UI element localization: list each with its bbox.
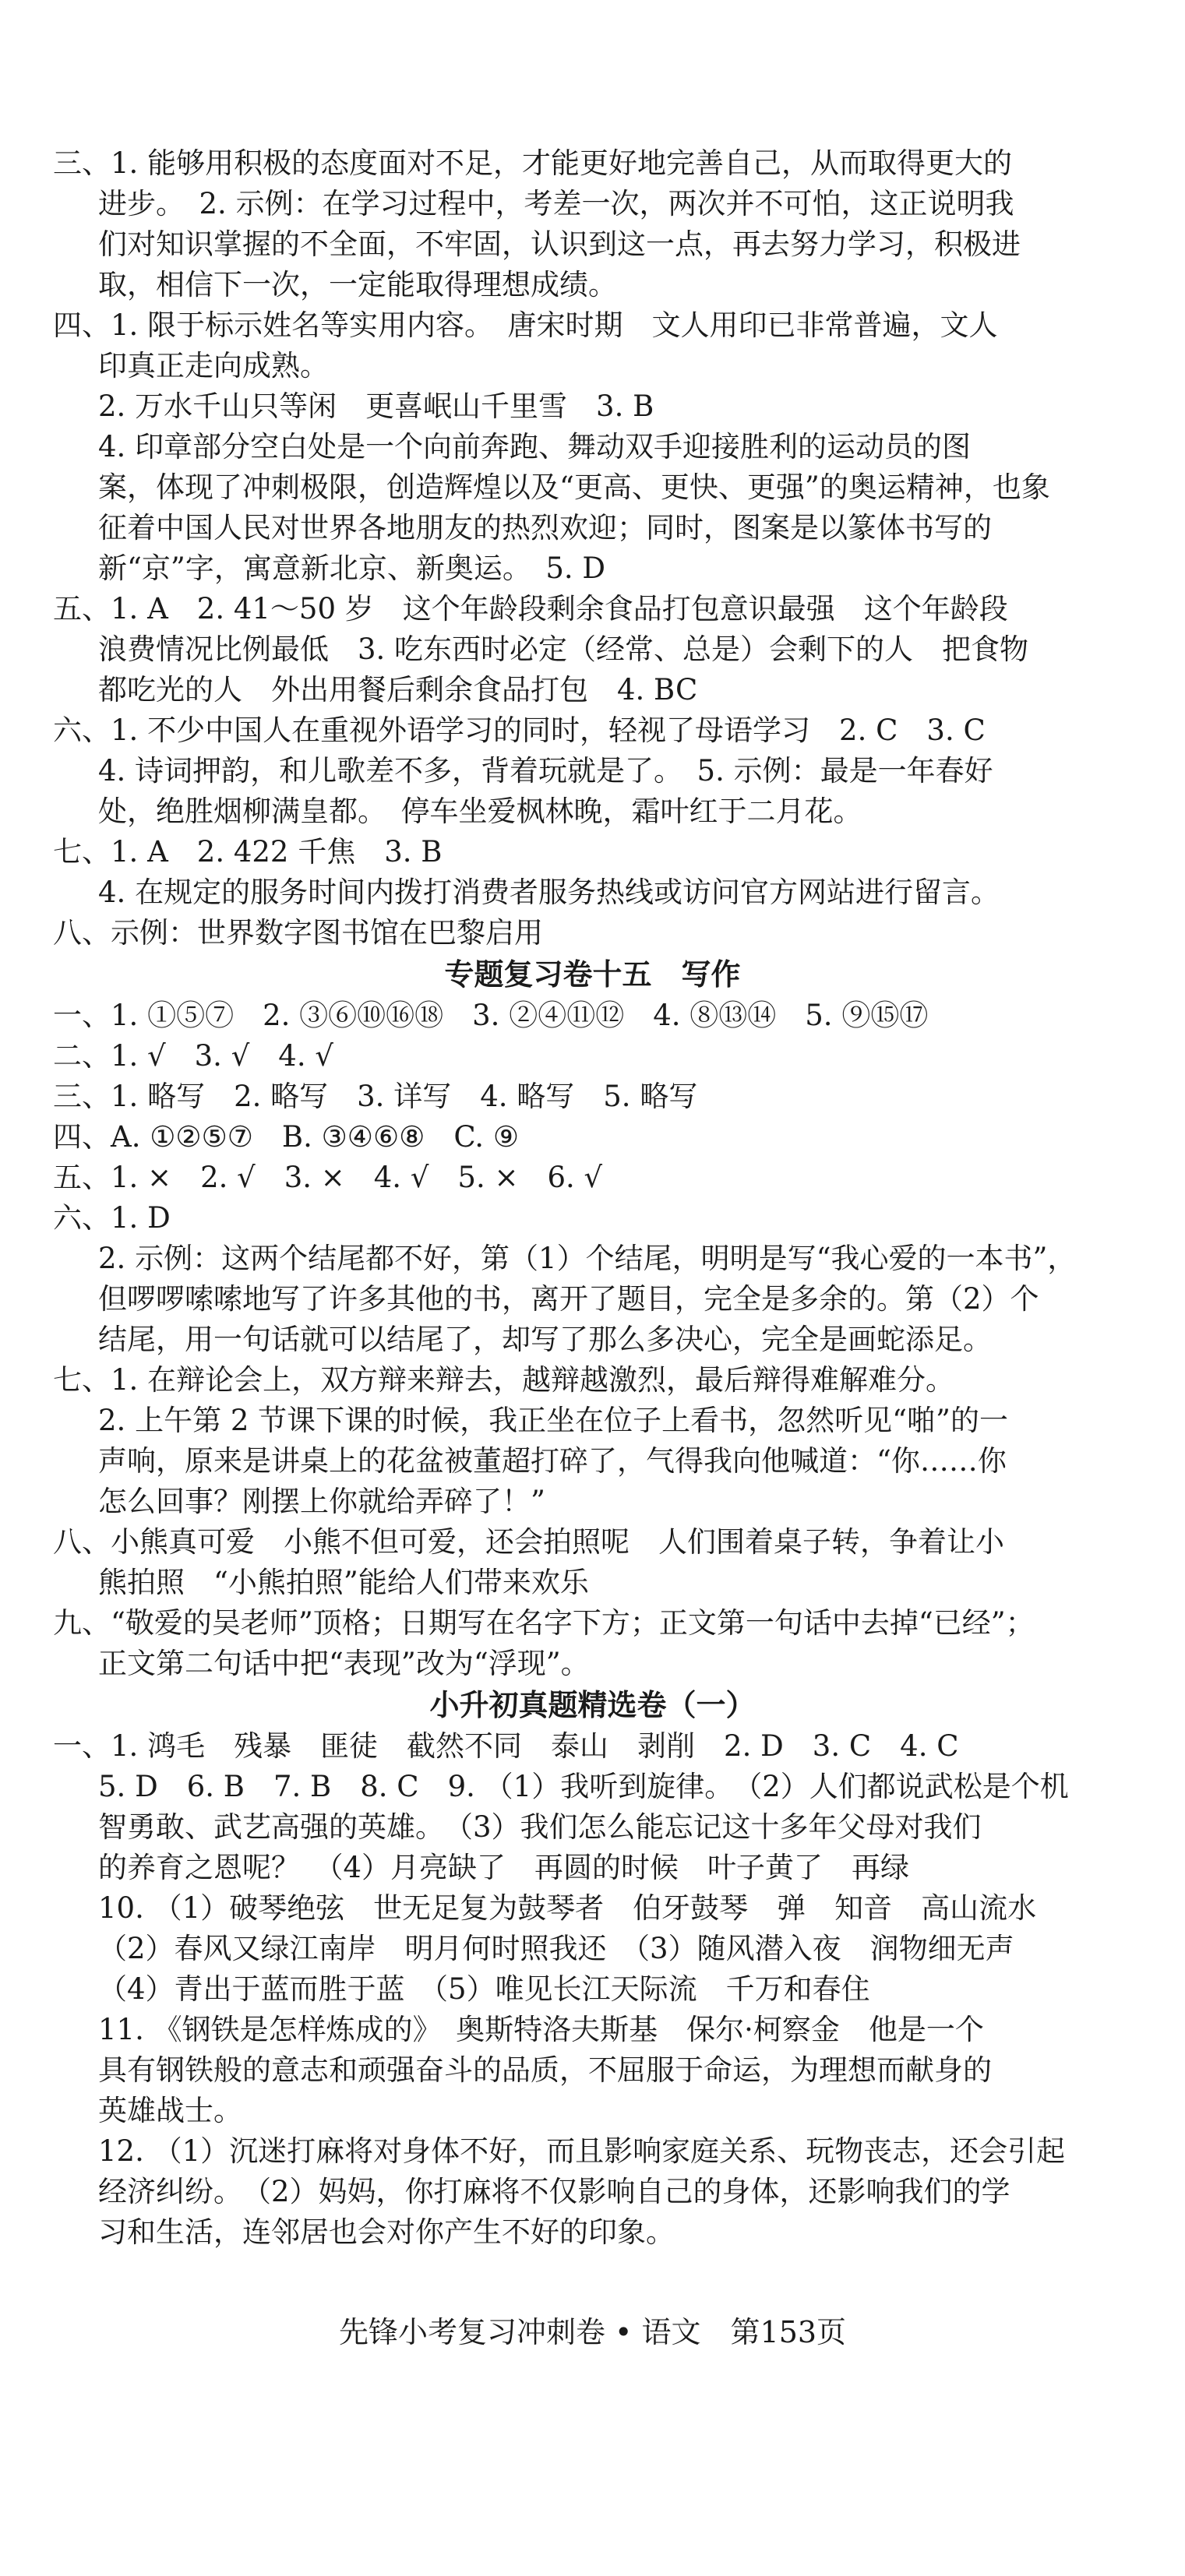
text-line: 11. 《钢铁是怎样炼成的》 奥斯特洛夫斯基 保尔·柯察金 他是一个	[98, 2013, 984, 2046]
text-line: 二、1. √ 3. √ 4. √	[53, 1039, 333, 1073]
text-line: 七、1. A 2. 422 千焦 3. B	[53, 835, 443, 869]
text-line: 八、示例：世界数字图书馆在巴黎启用	[53, 916, 543, 950]
section-heading: 专题复习卷十五 写作	[444, 957, 741, 992]
text-line: 五、1. A 2. 41～50 岁 这个年龄段剩余食品打包意识最强 这个年龄段	[53, 592, 1008, 625]
text-line: 4. 印章部分空白处是一个向前奔跑、舞动双手迎接胜利的运动员的图	[98, 430, 972, 463]
text-line: 10. （1）破琴绝弦 世无足复为鼓琴者 伯牙鼓琴 弹 知音 高山流水	[98, 1891, 1037, 1925]
text-line: 六、1. 不少中国人在重视外语学习的同时，轻视了母语学习 2. C 3. C	[53, 714, 986, 747]
text-line: 熊拍照 “小熊拍照”能给人们带来欢乐	[98, 1566, 589, 1599]
text-line: 征着中国人民对世界各地朋友的热烈欢迎；同时，图案是以篆体书写的	[98, 511, 992, 544]
text-line: 12. （1）沉迷打麻将对身体不好，而且影响家庭关系、玩物丧志，还会引起	[98, 2134, 1066, 2168]
text-line: 怎么回事？刚摆上你就给弄碎了！”	[98, 1485, 545, 1518]
text-line: 一、1. 鸿毛 残暴 匪徒 截然不同 泰山 剥削 2. D 3. C 4. C	[53, 1729, 959, 1763]
text-line: 六、1. D	[53, 1201, 171, 1235]
text-line: 进步。 2. 示例：在学习过程中，考差一次，两次并不可怕，这正说明我	[98, 187, 1014, 220]
text-line: 习和生活，连邻居也会对你产生不好的印象。	[98, 2215, 675, 2249]
text-line: 都吃光的人 外出用餐后剩余食品打包 4. BC	[98, 673, 698, 707]
text-line: 浪费情况比例最低 3. 吃东西时必定（经常、总是）会剩下的人 把食物	[98, 633, 1029, 666]
text-line: 但啰啰嗦嗦地写了许多其他的书，离开了题目，完全是多余的。第（2）个	[98, 1282, 1039, 1316]
text-line: 新“京”字，寓意新北京、新奥运。 5. D	[98, 551, 606, 585]
text-line: 的养育之恩呢？ （4）月亮缺了 再圆的时候 叶子黄了 再绿	[98, 1851, 910, 1884]
text-line: 案，体现了冲刺极限，创造辉煌以及“更高、更快、更强”的奥运精神，也象	[98, 470, 1050, 504]
text-line: 三、1. 能够用积极的态度面对不足，才能更好地完善自己，从而取得更大的	[53, 146, 1013, 180]
text-line: 处，绝胜烟柳满皇都。 停车坐爱枫林晚，霜叶红于二月花。	[98, 795, 862, 828]
text-line: 5. D 6. B 7. B 8. C 9. （1）我听到旋律。 （2）人们都说武松是个机	[98, 1770, 1069, 1803]
text-line: 四、A. ①②⑤⑦ B. ③④⑥⑧ C. ⑨	[53, 1120, 519, 1154]
text-line: 印真正走向成熟。	[98, 349, 329, 382]
text-line: 四、1. 限于标示姓名等实用内容。 唐宋时期 文人用印已非常普遍，文人	[53, 308, 998, 342]
text-line: 取，相信下一次，一定能取得理想成绩。	[98, 268, 617, 301]
section-heading: 小升初真题精选卷（一）	[429, 1688, 756, 1722]
text-line: （2）春风又绿江南岸 明月何时照我还 （3）随风潜入夜 润物细无声	[98, 1932, 1014, 1965]
text-line: 七、1. 在辩论会上，双方辩来辩去，越辩越激烈，最后辩得难解难分。	[53, 1363, 955, 1397]
text-line: （4）青出于蓝而胜于蓝 （5）唯见长江天际流 千万和春住	[98, 1972, 870, 2006]
page-footer: 先锋小考复习冲刺卷 • 语文 第153页	[338, 2315, 847, 2349]
text-line: 具有钢铁般的意志和顽强奋斗的品质，不屈服于命运，为理想而献身的	[98, 2053, 992, 2087]
text-line: 一、1. ①⑤⑦ 2. ③⑥⑩⑯⑱ 3. ②④⑪⑫ 4. ⑧⑬⑭ 5. ⑨⑮⑰	[53, 999, 929, 1032]
text-line: 五、1. × 2. √ 3. × 4. √ 5. × 6. √	[53, 1161, 603, 1194]
text-line: 4. 诗词押韵，和儿歌差不多，背着玩就是了。 5. 示例：最是一年春好	[98, 754, 993, 788]
text-line: 声响，原来是讲桌上的花盆被董超打碎了，气得我向他喊道：“你……你	[98, 1444, 1007, 1478]
text-line: 正文第二句话中把“表现”改为“浮现”。	[98, 1647, 590, 1680]
text-line: 4. 在规定的服务时间内拨打消费者服务热线或访问官方网站进行留言。	[98, 876, 1000, 909]
text-line: 们对知识掌握的不全面，不牢固，认识到这一点，再去努力学习，积极进	[98, 227, 1021, 261]
text-line: 结尾，用一句话就可以结尾了，却写了那么多决心，完全是画蛇添足。	[98, 1323, 992, 1356]
text-line: 2. 上午第 2 节课下课的时候，我正坐在位子上看书，忽然听见“啪”的一	[98, 1404, 1008, 1437]
text-line: 智勇敢、武艺高强的英雄。 （3）我们怎么能忘记这十多年父母对我们	[98, 1810, 982, 1844]
text-line: 英雄战士。	[98, 2094, 242, 2127]
text-line: 三、1. 略写 2. 略写 3. 详写 4. 略写 5. 略写	[53, 1080, 698, 1113]
text-line: 九、“敬爱的吴老师”顶格；日期写在名字下方；正文第一句话中去掉“已经”；	[53, 1606, 1035, 1640]
text-line: 经济纠纷。 （2）妈妈，你打麻将不仅影响自己的身体，还影响我们的学	[98, 2175, 1010, 2208]
text-line: 2. 万水千山只等闲 更喜岷山千里雪 3. B	[98, 389, 654, 423]
text-line: 八、小熊真可爱 小熊不但可爱，还会拍照呢 人们围着桌子转，争着让小	[53, 1525, 1004, 1559]
text-line: 2. 示例：这两个结尾都不好，第（1）个结尾，明明是写“我心爱的一本书”，	[98, 1242, 1077, 1275]
